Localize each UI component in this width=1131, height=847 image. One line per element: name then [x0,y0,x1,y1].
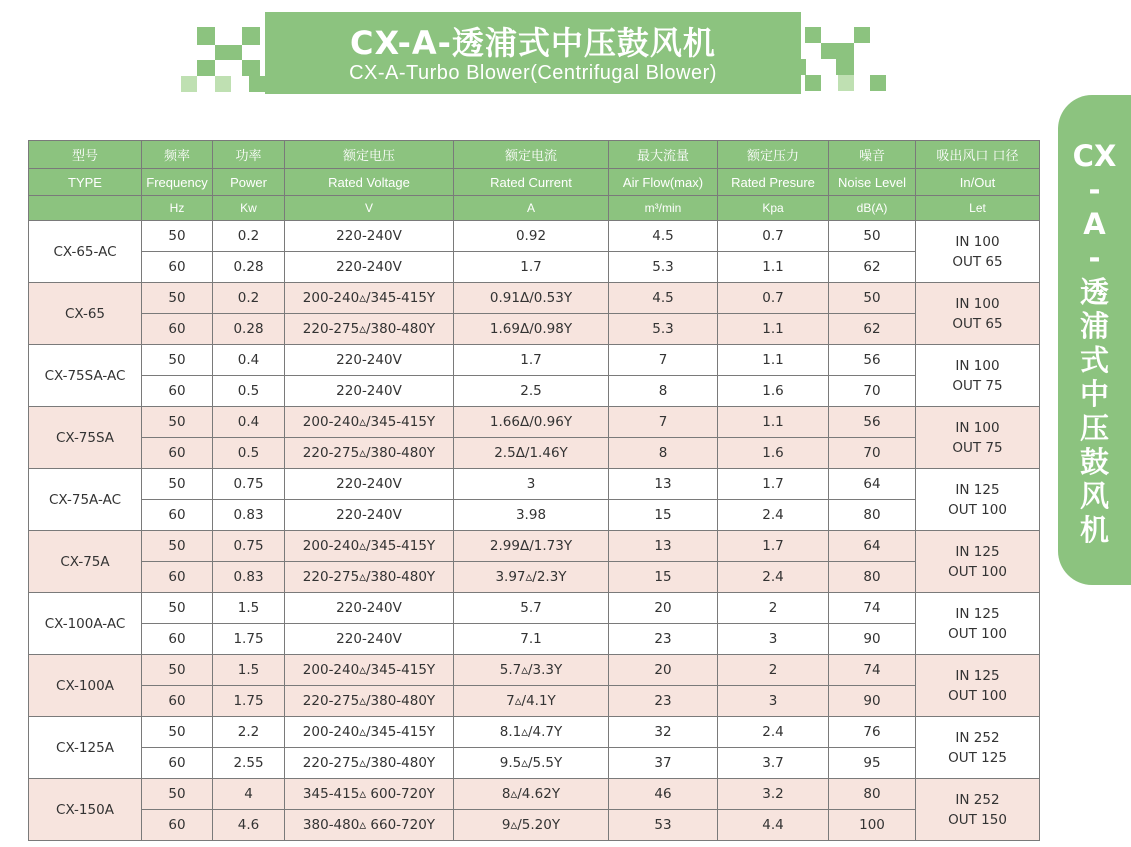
voltage-cell: 200-240▵/345-415Y [285,717,454,748]
voltage-cell: 220-240V [285,345,454,376]
current-cell: 1.7 [454,252,609,283]
outlet-size: OUT 100 [948,563,1007,580]
voltage-cell: 220-240V [285,252,454,283]
inlet-size: IN 100 [955,295,1000,312]
pressure-cell: 3.2 [718,779,829,810]
airflow-cell: 4.5 [609,283,718,314]
unit-pressure: Kpa [718,196,829,221]
airflow-cell: 15 [609,500,718,531]
model-name-cell: CX-75SA-AC [29,345,142,407]
power-cell: 1.5 [213,655,285,686]
side-tab-char: - [1088,241,1101,275]
pressure-cell: 1.1 [718,314,829,345]
airflow-cell: 53 [609,810,718,841]
pressure-cell: 1.7 [718,469,829,500]
noise-cell: 64 [829,469,916,500]
power-cell: 0.75 [213,469,285,500]
power-cell: 0.5 [213,376,285,407]
frequency-cell: 50 [142,283,213,314]
inlet-size: IN 125 [955,481,1000,498]
voltage-cell: 345-415▵ 600-720Y [285,779,454,810]
pressure-cell: 2.4 [718,500,829,531]
current-cell: 1.66Δ/0.96Y [454,407,609,438]
frequency-cell: 60 [142,314,213,345]
power-cell: 2.55 [213,748,285,779]
noise-cell: 80 [829,562,916,593]
voltage-cell: 220-240V [285,624,454,655]
frequency-cell: 60 [142,562,213,593]
voltage-cell: 200-240▵/345-415Y [285,407,454,438]
side-tab-char: 机 [1079,513,1109,547]
unit-airflow: m³/min [609,196,718,221]
table-row [29,500,1040,531]
header-power-en: Power [213,169,285,196]
noise-cell: 90 [829,624,916,655]
power-cell: 1.5 [213,593,285,624]
current-cell: 7▵/4.1Y [454,686,609,717]
side-tab-char: 式 [1079,343,1109,377]
inlet-size: IN 125 [955,605,1000,622]
table-row [29,469,1040,500]
model-name-cell: CX-100A-AC [29,593,142,655]
model-name-cell: CX-75SA [29,407,142,469]
model-group [29,717,1040,779]
model-group [29,407,1040,469]
inout-cell [916,655,1040,717]
current-cell: 3.97▵/2.3Y [454,562,609,593]
table-row [29,438,1040,469]
table-row [29,810,1040,841]
table-row [29,252,1040,283]
header-voltage-en: Rated Voltage [285,169,454,196]
frequency-cell: 60 [142,624,213,655]
table-row [29,655,1040,686]
unit-type [29,196,142,221]
airflow-cell: 4.5 [609,221,718,252]
header-noise-cn: 噪音 [829,141,916,169]
side-tab-char: A [1083,207,1106,241]
side-tab-char: 中 [1079,377,1109,411]
table-row [29,748,1040,779]
current-cell: 3 [454,469,609,500]
frequency-cell: 60 [142,438,213,469]
voltage-cell: 220-275▵/380-480Y [285,748,454,779]
header-inout-en: In/Out [916,169,1040,196]
model-name-cell: CX-100A [29,655,142,717]
header-current-en: Rated Current [454,169,609,196]
power-cell: 0.2 [213,283,285,314]
model-name-cell: CX-75A [29,531,142,593]
table-row [29,407,1040,438]
header-pressure-cn: 额定压力 [718,141,829,169]
model-group [29,779,1040,841]
inout-cell [916,283,1040,345]
model-name-cell: CX-125A [29,717,142,779]
table-row [29,717,1040,748]
airflow-cell: 46 [609,779,718,810]
current-cell: 2.99Δ/1.73Y [454,531,609,562]
pressure-cell: 4.4 [718,810,829,841]
spec-table [28,140,1040,841]
side-tab-char: 透 [1079,275,1109,309]
inout-cell [916,717,1040,779]
pressure-cell: 1.1 [718,345,829,376]
noise-cell: 62 [829,314,916,345]
header-row-en [29,169,1040,196]
model-group [29,469,1040,531]
power-cell: 1.75 [213,624,285,655]
current-cell: 1.69Δ/0.98Y [454,314,609,345]
current-cell: 2.5 [454,376,609,407]
model-name-cell: CX-150A [29,779,142,841]
frequency-cell: 60 [142,810,213,841]
outlet-size: OUT 75 [952,377,1003,394]
frequency-cell: 60 [142,252,213,283]
voltage-cell: 220-240V [285,376,454,407]
model-group [29,531,1040,593]
frequency-cell: 60 [142,376,213,407]
voltage-cell: 200-240▵/345-415Y [285,283,454,314]
pressure-cell: 2.4 [718,562,829,593]
power-cell: 2.2 [213,717,285,748]
pressure-cell: 1.6 [718,376,829,407]
table-row [29,221,1040,252]
airflow-cell: 20 [609,593,718,624]
pressure-cell: 3.7 [718,748,829,779]
frequency-cell: 50 [142,469,213,500]
power-cell: 4 [213,779,285,810]
noise-cell: 76 [829,717,916,748]
current-cell: 5.7 [454,593,609,624]
current-cell: 0.91Δ/0.53Y [454,283,609,314]
outlet-size: OUT 100 [948,687,1007,704]
voltage-cell: 220-240V [285,593,454,624]
power-cell: 4.6 [213,810,285,841]
current-cell: 9▵/5.20Y [454,810,609,841]
side-tab-char: CX [1072,139,1117,173]
noise-cell: 80 [829,500,916,531]
header-noise-en: Noise Level [829,169,916,196]
header-type-en: TYPE [29,169,142,196]
noise-cell: 70 [829,376,916,407]
voltage-cell: 220-240V [285,500,454,531]
inout-cell [916,345,1040,407]
power-cell: 1.75 [213,686,285,717]
outlet-size: OUT 75 [952,439,1003,456]
outlet-size: OUT 100 [948,501,1007,518]
header-row-units [29,196,1040,221]
model-group [29,283,1040,345]
noise-cell: 90 [829,686,916,717]
current-cell: 8.1▵/4.7Y [454,717,609,748]
outlet-size: OUT 65 [952,315,1003,332]
side-tab-char: 压 [1079,411,1109,445]
noise-cell: 74 [829,655,916,686]
airflow-cell: 23 [609,624,718,655]
header-power-cn: 功率 [213,141,285,169]
airflow-cell: 8 [609,376,718,407]
header-pressure-en: Rated Presure [718,169,829,196]
current-cell: 2.5Δ/1.46Y [454,438,609,469]
page-title: CX-A-透浦式中压鼓风机 [350,24,716,62]
title-banner [265,12,801,94]
inlet-size: IN 125 [955,543,1000,560]
current-cell: 7.1 [454,624,609,655]
frequency-cell: 50 [142,531,213,562]
unit-current: A [454,196,609,221]
airflow-cell: 8 [609,438,718,469]
inout-cell [916,407,1040,469]
power-cell: 0.83 [213,500,285,531]
voltage-cell: 220-275▵/380-480Y [285,686,454,717]
voltage-cell: 220-275▵/380-480Y [285,314,454,345]
table-row [29,376,1040,407]
outlet-size: OUT 150 [948,811,1007,828]
pressure-cell: 2 [718,593,829,624]
header-voltage-cn: 额定电压 [285,141,454,169]
model-name-cell: CX-75A-AC [29,469,142,531]
inlet-size: IN 100 [955,233,1000,250]
inout-cell [916,469,1040,531]
pressure-cell: 0.7 [718,221,829,252]
noise-cell: 100 [829,810,916,841]
airflow-cell: 23 [609,686,718,717]
header-airflow-cn: 最大流量 [609,141,718,169]
frequency-cell: 50 [142,717,213,748]
power-cell: 0.75 [213,531,285,562]
unit-noise: dB(A) [829,196,916,221]
pressure-cell: 2 [718,655,829,686]
table-row [29,624,1040,655]
voltage-cell: 220-240V [285,221,454,252]
airflow-cell: 13 [609,469,718,500]
table-row [29,314,1040,345]
airflow-cell: 15 [609,562,718,593]
table-row [29,345,1040,376]
unit-frequency: Hz [142,196,213,221]
frequency-cell: 50 [142,345,213,376]
side-tab-title [1058,139,1131,547]
noise-cell: 80 [829,779,916,810]
noise-cell: 56 [829,407,916,438]
frequency-cell: 60 [142,500,213,531]
pressure-cell: 1.1 [718,252,829,283]
inout-cell [916,531,1040,593]
header-frequency-cn: 频率 [142,141,213,169]
page-subtitle: CX-A-Turbo Blower(Centrifugal Blower) [349,62,717,84]
noise-cell: 95 [829,748,916,779]
unit-voltage: V [285,196,454,221]
noise-cell: 70 [829,438,916,469]
outlet-size: OUT 65 [952,253,1003,270]
table-row [29,283,1040,314]
frequency-cell: 60 [142,748,213,779]
voltage-cell: 220-275▵/380-480Y [285,438,454,469]
model-name-cell: CX-65-AC [29,221,142,283]
inlet-size: IN 252 [955,729,1000,746]
airflow-cell: 37 [609,748,718,779]
airflow-cell: 7 [609,345,718,376]
frequency-cell: 60 [142,686,213,717]
noise-cell: 50 [829,283,916,314]
voltage-cell: 200-240▵/345-415Y [285,531,454,562]
frequency-cell: 50 [142,655,213,686]
unit-power: Kw [213,196,285,221]
noise-cell: 64 [829,531,916,562]
power-cell: 0.83 [213,562,285,593]
airflow-cell: 7 [609,407,718,438]
inout-cell [916,779,1040,841]
inout-cell [916,593,1040,655]
inlet-size: IN 125 [955,667,1000,684]
airflow-cell: 13 [609,531,718,562]
power-cell: 0.4 [213,345,285,376]
header-type-cn: 型号 [29,141,142,169]
header-inout-cn: 吸出风口 口径 [916,141,1040,169]
inout-cell [916,221,1040,283]
frequency-cell: 50 [142,407,213,438]
current-cell: 0.92 [454,221,609,252]
power-cell: 0.2 [213,221,285,252]
model-group [29,593,1040,655]
airflow-cell: 20 [609,655,718,686]
power-cell: 0.28 [213,314,285,345]
model-name-cell: CX-65 [29,283,142,345]
pressure-cell: 1.1 [718,407,829,438]
voltage-cell: 200-240▵/345-415Y [285,655,454,686]
outlet-size: OUT 125 [948,749,1007,766]
header-airflow-en: Air Flow(max) [609,169,718,196]
model-group [29,655,1040,717]
table-row [29,593,1040,624]
pressure-cell: 3 [718,686,829,717]
table-header [29,141,1040,221]
side-tab-char: 浦 [1079,309,1109,343]
frequency-cell: 50 [142,221,213,252]
current-cell: 1.7 [454,345,609,376]
table-row [29,686,1040,717]
pressure-cell: 3 [718,624,829,655]
power-cell: 0.5 [213,438,285,469]
model-group [29,221,1040,283]
outlet-size: OUT 100 [948,625,1007,642]
airflow-cell: 5.3 [609,252,718,283]
header-current-cn: 额定电流 [454,141,609,169]
frequency-cell: 50 [142,779,213,810]
current-cell: 3.98 [454,500,609,531]
noise-cell: 62 [829,252,916,283]
side-tab-char: - [1088,173,1101,207]
current-cell: 9.5▵/5.5Y [454,748,609,779]
power-cell: 0.28 [213,252,285,283]
table-row [29,531,1040,562]
airflow-cell: 5.3 [609,314,718,345]
header-row-cn [29,141,1040,169]
frequency-cell: 50 [142,593,213,624]
inlet-size: IN 100 [955,419,1000,436]
unit-inout: Let [916,196,1040,221]
side-tab [1058,95,1131,585]
side-tab-char: 鼓 [1079,445,1109,479]
inlet-size: IN 252 [955,791,1000,808]
table-row [29,779,1040,810]
table-row [29,562,1040,593]
side-tab-char: 风 [1079,479,1109,513]
noise-cell: 74 [829,593,916,624]
pressure-cell: 2.4 [718,717,829,748]
pressure-cell: 0.7 [718,283,829,314]
airflow-cell: 32 [609,717,718,748]
model-group [29,345,1040,407]
inlet-size: IN 100 [955,357,1000,374]
pressure-cell: 1.7 [718,531,829,562]
voltage-cell: 380-480▵ 660-720Y [285,810,454,841]
noise-cell: 56 [829,345,916,376]
voltage-cell: 220-240V [285,469,454,500]
voltage-cell: 220-275▵/380-480Y [285,562,454,593]
current-cell: 5.7▵/3.3Y [454,655,609,686]
header-frequency-en: Frequency [142,169,213,196]
power-cell: 0.4 [213,407,285,438]
noise-cell: 50 [829,221,916,252]
current-cell: 8▵/4.62Y [454,779,609,810]
pressure-cell: 1.6 [718,438,829,469]
